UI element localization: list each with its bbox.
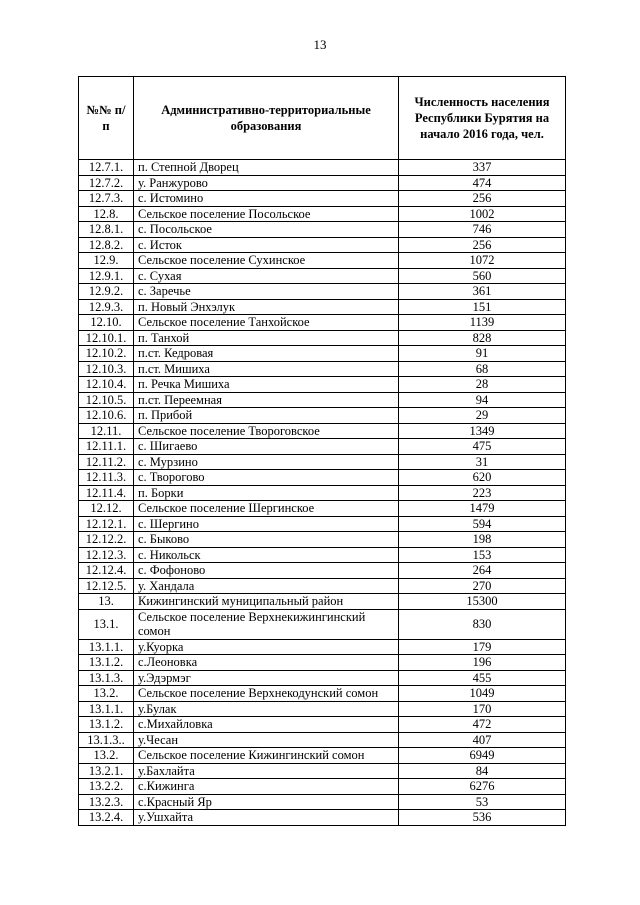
row-population: 15300 <box>399 594 566 610</box>
row-population: 94 <box>399 392 566 408</box>
row-name: с.Кижинга <box>134 779 399 795</box>
row-population: 68 <box>399 361 566 377</box>
row-name: с. Быково <box>134 532 399 548</box>
header-number: №№ п/п <box>79 77 134 160</box>
row-name: с.Михайловка <box>134 717 399 733</box>
row-population: 472 <box>399 717 566 733</box>
row-number: 12.9.3. <box>79 299 134 315</box>
table-row <box>79 253 566 269</box>
row-name: Сельское поселение Посольское <box>134 206 399 222</box>
row-population: 1072 <box>399 253 566 269</box>
row-number: 12.9.2. <box>79 284 134 300</box>
row-population: 361 <box>399 284 566 300</box>
table-row <box>79 330 566 346</box>
row-number: 13.2. <box>79 686 134 702</box>
table-row <box>79 501 566 517</box>
row-population: 6276 <box>399 779 566 795</box>
row-name: п. Степной Дворец <box>134 160 399 176</box>
row-name: п. Борки <box>134 485 399 501</box>
row-name: Сельское поселение Шергинское <box>134 501 399 517</box>
row-number: 12.7.1. <box>79 160 134 176</box>
row-population: 196 <box>399 655 566 671</box>
table-row <box>79 639 566 655</box>
row-population: 153 <box>399 547 566 563</box>
row-number: 13.2.2. <box>79 779 134 795</box>
row-name: Сельское поселение Твороговское <box>134 423 399 439</box>
table-row <box>79 578 566 594</box>
table-body <box>79 160 566 826</box>
row-population: 828 <box>399 330 566 346</box>
row-population: 1139 <box>399 315 566 331</box>
table-row <box>79 470 566 486</box>
row-number: 12.11.3. <box>79 470 134 486</box>
row-number: 13.1.3. <box>79 670 134 686</box>
table-row <box>79 717 566 733</box>
row-name: п. Прибой <box>134 408 399 424</box>
row-number: 12.12.2. <box>79 532 134 548</box>
row-population: 151 <box>399 299 566 315</box>
table-row <box>79 485 566 501</box>
table-row <box>79 315 566 331</box>
row-name: п.ст. Кедровая <box>134 346 399 362</box>
row-name: с. Шигаево <box>134 439 399 455</box>
row-name: с. Никольск <box>134 547 399 563</box>
table-header-row <box>79 77 566 160</box>
table-row <box>79 206 566 222</box>
row-population: 337 <box>399 160 566 176</box>
table-row <box>79 609 566 639</box>
row-number: 12.10. <box>79 315 134 331</box>
row-name: у.Эдэрмэг <box>134 670 399 686</box>
row-population: 475 <box>399 439 566 455</box>
table-row <box>79 763 566 779</box>
row-name: у.Ушхайта <box>134 810 399 826</box>
row-number: 12.7.3. <box>79 191 134 207</box>
row-name: с.Красный Яр <box>134 794 399 810</box>
row-name: п. Танхой <box>134 330 399 346</box>
row-number: 12.11.2. <box>79 454 134 470</box>
row-number: 12.11. <box>79 423 134 439</box>
row-population: 407 <box>399 732 566 748</box>
row-number: 13.1.2. <box>79 717 134 733</box>
row-name: у. Ранжурово <box>134 175 399 191</box>
row-population: 6949 <box>399 748 566 764</box>
row-name: у. Хандала <box>134 578 399 594</box>
table-row <box>79 701 566 717</box>
row-number: 12.11.4. <box>79 485 134 501</box>
row-name: с. Фофоново <box>134 563 399 579</box>
row-name: с. Шергино <box>134 516 399 532</box>
population-table <box>78 76 566 826</box>
row-name: Сельское поселение Сухинское <box>134 253 399 269</box>
table-row <box>79 454 566 470</box>
row-name: Сельское поселение Верхнекодунский сомон <box>134 686 399 702</box>
row-name: с. Мурзино <box>134 454 399 470</box>
table-row <box>79 547 566 563</box>
row-population: 91 <box>399 346 566 362</box>
row-population: 1349 <box>399 423 566 439</box>
table-row <box>79 732 566 748</box>
row-name: с. Исток <box>134 237 399 253</box>
header-population: Численность населения Республики Бурятия на начало 2016 года, чел. <box>399 77 566 160</box>
row-name: с. Творогово <box>134 470 399 486</box>
table-row <box>79 237 566 253</box>
row-name: с. Истомино <box>134 191 399 207</box>
row-population: 29 <box>399 408 566 424</box>
row-population: 1049 <box>399 686 566 702</box>
row-number: 13.1.2. <box>79 655 134 671</box>
row-name: Кижингинский муниципальный район <box>134 594 399 610</box>
row-number: 13.2.4. <box>79 810 134 826</box>
row-number: 12.8.1. <box>79 222 134 238</box>
row-population: 746 <box>399 222 566 238</box>
row-population: 256 <box>399 191 566 207</box>
table-row <box>79 222 566 238</box>
row-name: Сельское поселение Кижингинский сомон <box>134 748 399 764</box>
row-population: 198 <box>399 532 566 548</box>
row-population: 84 <box>399 763 566 779</box>
row-population: 474 <box>399 175 566 191</box>
table-row <box>79 516 566 532</box>
table-row <box>79 686 566 702</box>
table-row <box>79 810 566 826</box>
row-population: 620 <box>399 470 566 486</box>
row-name: п.ст. Переемная <box>134 392 399 408</box>
table-row <box>79 439 566 455</box>
row-number: 12.11.1. <box>79 439 134 455</box>
row-population: 594 <box>399 516 566 532</box>
row-number: 12.8.2. <box>79 237 134 253</box>
row-population: 455 <box>399 670 566 686</box>
table-row <box>79 299 566 315</box>
row-population: 53 <box>399 794 566 810</box>
row-number: 12.10.5. <box>79 392 134 408</box>
row-number: 13. <box>79 594 134 610</box>
row-number: 12.9.1. <box>79 268 134 284</box>
row-name: Сельское поселение Танхойское <box>134 315 399 331</box>
row-population: 270 <box>399 578 566 594</box>
row-name: с. Сухая <box>134 268 399 284</box>
row-number: 12.9. <box>79 253 134 269</box>
table-row <box>79 175 566 191</box>
row-number: 12.10.6. <box>79 408 134 424</box>
row-number: 12.12.3. <box>79 547 134 563</box>
row-number: 12.8. <box>79 206 134 222</box>
row-population: 560 <box>399 268 566 284</box>
table-row <box>79 563 566 579</box>
row-number: 13.1.1. <box>79 639 134 655</box>
row-number: 12.12.5. <box>79 578 134 594</box>
row-number: 12.10.1. <box>79 330 134 346</box>
row-number: 12.10.2. <box>79 346 134 362</box>
row-number: 13.2.3. <box>79 794 134 810</box>
table-row <box>79 284 566 300</box>
row-name: с. Заречье <box>134 284 399 300</box>
row-name: п.ст. Мишиха <box>134 361 399 377</box>
row-number: 13.1. <box>79 609 134 639</box>
table-row <box>79 532 566 548</box>
row-population: 830 <box>399 609 566 639</box>
row-population: 179 <box>399 639 566 655</box>
row-name: у.Булак <box>134 701 399 717</box>
row-number: 12.12.4. <box>79 563 134 579</box>
row-population: 1002 <box>399 206 566 222</box>
row-number: 13.1.1. <box>79 701 134 717</box>
row-number: 12.7.2. <box>79 175 134 191</box>
row-number: 12.10.3. <box>79 361 134 377</box>
row-number: 13.1.3.. <box>79 732 134 748</box>
row-name: Сельское поселение Верхнекижингинский сомон <box>134 609 399 639</box>
row-population: 170 <box>399 701 566 717</box>
page-number: 13 <box>313 37 327 52</box>
row-number: 13.2. <box>79 748 134 764</box>
row-number: 12.10.4. <box>79 377 134 393</box>
row-name: у.Чесан <box>134 732 399 748</box>
table-row <box>79 361 566 377</box>
row-number: 13.2.1. <box>79 763 134 779</box>
table-row <box>79 346 566 362</box>
row-population: 31 <box>399 454 566 470</box>
row-population: 536 <box>399 810 566 826</box>
row-name: п. Речка Мишиха <box>134 377 399 393</box>
table-row <box>79 594 566 610</box>
row-name: у.Куорка <box>134 639 399 655</box>
table-row <box>79 655 566 671</box>
row-population: 264 <box>399 563 566 579</box>
table-row <box>79 423 566 439</box>
row-population: 28 <box>399 377 566 393</box>
table-row <box>79 794 566 810</box>
table-row <box>79 779 566 795</box>
table-row <box>79 268 566 284</box>
row-name: у.Бахлайта <box>134 763 399 779</box>
row-number: 12.12.1. <box>79 516 134 532</box>
row-name: с.Леоновка <box>134 655 399 671</box>
table-row <box>79 670 566 686</box>
table-row <box>79 160 566 176</box>
row-name: с. Посольское <box>134 222 399 238</box>
table-row <box>79 392 566 408</box>
header-name: Административно-территориальные образования <box>134 77 399 160</box>
row-name: п. Новый Энхэлук <box>134 299 399 315</box>
row-population: 1479 <box>399 501 566 517</box>
row-number: 12.12. <box>79 501 134 517</box>
row-population: 223 <box>399 485 566 501</box>
table-row <box>79 191 566 207</box>
table-row <box>79 408 566 424</box>
table-row <box>79 748 566 764</box>
table-row <box>79 377 566 393</box>
row-population: 256 <box>399 237 566 253</box>
